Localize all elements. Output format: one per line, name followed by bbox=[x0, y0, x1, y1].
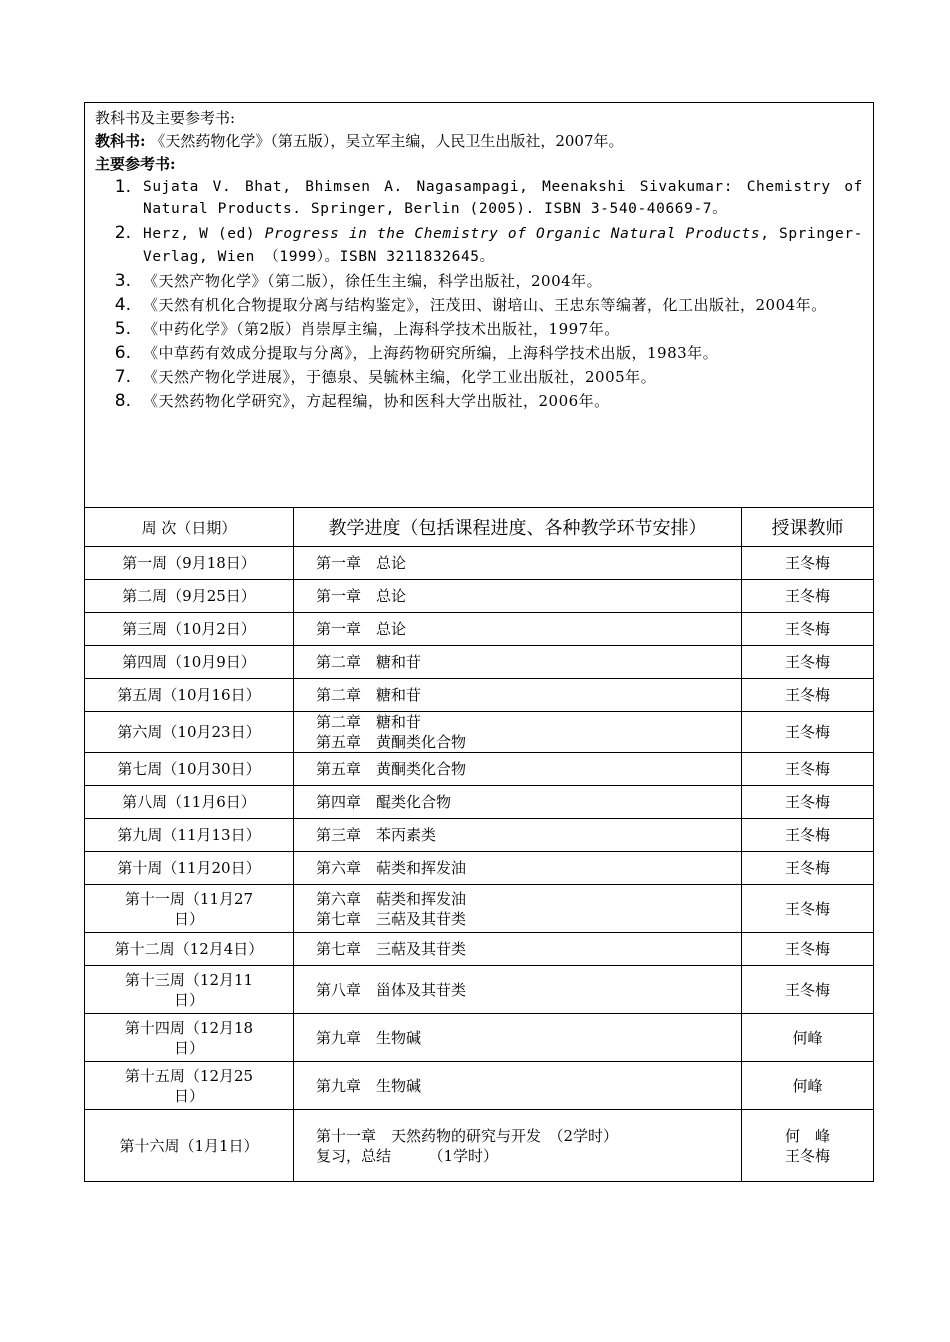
week-cell bbox=[85, 786, 294, 819]
reference-text: 《天然有机化合物提取分离与结构鉴定》，汪茂田、谢培山、王忠东等编著，化工出版社，2004年。 bbox=[143, 296, 827, 314]
teacher-column-header: 授课教师 bbox=[742, 508, 874, 547]
teacher-cell bbox=[742, 712, 874, 753]
content-text: 第二章 糖和苷 bbox=[316, 713, 422, 731]
reference-item bbox=[95, 318, 863, 340]
teacher-cell bbox=[742, 1014, 874, 1062]
week-text: 日） bbox=[173, 909, 204, 928]
reference-title: Progress in the Chemistry of Organic Natural Products bbox=[264, 226, 761, 242]
week-cell bbox=[85, 712, 294, 753]
content-cell bbox=[294, 712, 742, 753]
content-text: 第九章 生物碱 bbox=[316, 1028, 422, 1047]
teacher-cell bbox=[742, 885, 874, 933]
content-text: 第十一章 天然药物的研究与开发 （2学时） bbox=[316, 1126, 619, 1145]
content-cell bbox=[294, 819, 742, 852]
teacher-cell bbox=[742, 852, 874, 885]
teacher-name: 王冬梅 bbox=[784, 1146, 830, 1165]
content-text: 第七章 三萜及其苷类 bbox=[316, 909, 467, 928]
teacher-name: 何峰 bbox=[792, 1076, 823, 1095]
week-cell bbox=[85, 1014, 294, 1062]
week-cell bbox=[85, 885, 294, 933]
content-text: 第二章 糖和苷 bbox=[316, 686, 422, 704]
reference-text: 《中药化学》（第2版）肖崇厚主编，上海科学技术出版社，1997年。 bbox=[143, 320, 620, 338]
week-text: 第八周（11月6日） bbox=[122, 793, 256, 811]
teacher-cell bbox=[742, 547, 874, 580]
teacher-cell bbox=[742, 1062, 874, 1110]
week-text: 第十四周（12月18 bbox=[124, 1018, 254, 1037]
schedule-row bbox=[85, 613, 874, 646]
content-text: 第六章 萜类和挥发油 bbox=[316, 889, 467, 908]
week-cell bbox=[85, 679, 294, 712]
schedule-body bbox=[85, 547, 874, 1182]
teacher-name: 王冬梅 bbox=[784, 686, 830, 704]
week-cell bbox=[85, 1062, 294, 1110]
teacher-name: 王冬梅 bbox=[784, 620, 830, 638]
schedule-row bbox=[85, 933, 874, 966]
teacher-cell bbox=[742, 646, 874, 679]
teacher-name: 王冬梅 bbox=[784, 899, 830, 918]
teacher-name: 王冬梅 bbox=[784, 587, 830, 605]
teacher-cell bbox=[742, 753, 874, 786]
content-cell bbox=[294, 547, 742, 580]
week-cell bbox=[85, 966, 294, 1014]
content-text: 第一章 总论 bbox=[316, 554, 407, 572]
books-section bbox=[85, 103, 874, 508]
references-label: 主要参考书: bbox=[95, 155, 176, 173]
teacher-name: 何峰 bbox=[792, 1028, 823, 1047]
week-text: 第七周（10月30日） bbox=[117, 760, 261, 778]
reference-number: 4. bbox=[114, 295, 131, 315]
reference-number: 5. bbox=[114, 319, 131, 339]
week-text: 第三周（10月2日） bbox=[122, 620, 256, 638]
teacher-name: 何 峰 bbox=[784, 1126, 830, 1145]
week-cell bbox=[85, 933, 294, 966]
week-cell bbox=[85, 547, 294, 580]
teacher-cell bbox=[742, 933, 874, 966]
week-text: 第十周（11月20日） bbox=[117, 859, 261, 877]
week-text: 第十二周（12月4日） bbox=[114, 940, 264, 958]
teacher-cell bbox=[742, 580, 874, 613]
reference-publisher: , Springer-Verlag, Wien （1999）。ISBN 3211832645。 bbox=[143, 226, 863, 265]
teacher-name: 王冬梅 bbox=[784, 653, 830, 671]
week-text: 第十六周（1月1日） bbox=[119, 1136, 259, 1155]
content-text: 第八章 甾体及其苷类 bbox=[316, 980, 467, 999]
content-text: 第三章 苯丙素类 bbox=[316, 826, 437, 844]
content-cell bbox=[294, 646, 742, 679]
reference-number: 1. bbox=[114, 177, 131, 197]
textbook-text: 《天然药物化学》（第五版），吴立军主编，人民卫生出版社，2007年。 bbox=[150, 132, 624, 150]
books-row bbox=[85, 103, 874, 508]
content-cell bbox=[294, 786, 742, 819]
content-text: 第五章 黄酮类化合物 bbox=[316, 733, 467, 751]
content-text: 第六章 萜类和挥发油 bbox=[316, 859, 467, 877]
teacher-cell bbox=[742, 966, 874, 1014]
content-cell bbox=[294, 885, 742, 933]
week-text: 第十五周（12月25 bbox=[124, 1066, 254, 1085]
week-column-header: 周 次（日期） bbox=[85, 508, 294, 547]
reference-number: 7. bbox=[114, 367, 131, 387]
reference-text: 《天然产物化学进展》，于德泉、吴毓林主编，化学工业出版社，2005年。 bbox=[143, 368, 657, 386]
schedule-row bbox=[85, 712, 874, 753]
schedule-row bbox=[85, 679, 874, 712]
week-text: 第二周（9月25日） bbox=[122, 587, 256, 605]
schedule-row bbox=[85, 580, 874, 613]
week-cell bbox=[85, 580, 294, 613]
content-cell bbox=[294, 1014, 742, 1062]
week-cell bbox=[85, 819, 294, 852]
week-text: 第五周（10月16日） bbox=[117, 686, 261, 704]
week-text: 第四周（10月9日） bbox=[122, 653, 256, 671]
teacher-name: 王冬梅 bbox=[784, 826, 830, 844]
schedule-row bbox=[85, 852, 874, 885]
teacher-cell bbox=[742, 679, 874, 712]
content-cell bbox=[294, 1110, 742, 1182]
reference-item bbox=[95, 342, 863, 364]
teacher-name: 王冬梅 bbox=[784, 980, 830, 999]
content-text: 第一章 总论 bbox=[316, 620, 407, 638]
reference-item bbox=[95, 270, 863, 292]
teacher-name: 王冬梅 bbox=[784, 793, 830, 811]
content-column-header: 教学进度（包括课程进度、各种教学环节安排） bbox=[294, 508, 742, 547]
reference-list bbox=[95, 176, 863, 412]
week-text: 日） bbox=[173, 1086, 204, 1105]
teacher-name: 王冬梅 bbox=[784, 723, 830, 741]
reference-item bbox=[95, 390, 863, 412]
week-cell bbox=[85, 852, 294, 885]
schedule-header-row bbox=[85, 508, 874, 547]
content-text: 第四章 醌类化合物 bbox=[316, 793, 452, 811]
teacher-cell bbox=[742, 613, 874, 646]
course-schedule-table bbox=[84, 102, 874, 1182]
teacher-cell bbox=[742, 1110, 874, 1182]
week-text: 第一周（9月18日） bbox=[122, 554, 256, 572]
schedule-row bbox=[85, 885, 874, 933]
schedule-row bbox=[85, 1110, 874, 1182]
teacher-name: 王冬梅 bbox=[784, 554, 830, 572]
teacher-name: 王冬梅 bbox=[784, 940, 830, 958]
textbook-line bbox=[95, 130, 863, 153]
content-text: 第七章 三萜及其苷类 bbox=[316, 940, 467, 958]
schedule-row bbox=[85, 753, 874, 786]
reference-text bbox=[143, 222, 863, 268]
content-text: 第二章 糖和苷 bbox=[316, 653, 422, 671]
content-cell bbox=[294, 580, 742, 613]
reference-number: 2. bbox=[114, 223, 131, 243]
content-cell bbox=[294, 933, 742, 966]
reference-text: 《中草药有效成分提取与分离》，上海药物研究所编，上海科学技术出版，1983年。 bbox=[143, 344, 719, 362]
content-text: 第九章 生物碱 bbox=[316, 1076, 422, 1095]
week-text: 第十三周（12月11 bbox=[124, 970, 254, 989]
week-text: 第十一周（11月27 bbox=[124, 889, 254, 908]
books-heading: 教科书及主要参考书: bbox=[95, 109, 236, 127]
content-cell bbox=[294, 753, 742, 786]
teacher-cell bbox=[742, 819, 874, 852]
reference-text: 《天然产物化学》（第二版），徐任生主编，科学出版社，2004年。 bbox=[143, 272, 603, 290]
reference-author: Herz, W (ed) bbox=[143, 226, 265, 242]
week-text: 第九周（11月13日） bbox=[117, 826, 261, 844]
reference-item bbox=[95, 222, 863, 268]
schedule-row bbox=[85, 1062, 874, 1110]
content-cell bbox=[294, 679, 742, 712]
week-cell bbox=[85, 613, 294, 646]
schedule-row bbox=[85, 547, 874, 580]
reference-item bbox=[95, 294, 863, 316]
reference-number: 6. bbox=[114, 343, 131, 363]
week-text: 第六周（10月23日） bbox=[117, 723, 261, 741]
content-cell bbox=[294, 966, 742, 1014]
teacher-name: 王冬梅 bbox=[784, 859, 830, 877]
textbook-label: 教科书: bbox=[95, 132, 146, 150]
schedule-row bbox=[85, 966, 874, 1014]
week-text: 日） bbox=[173, 990, 204, 1009]
week-cell bbox=[85, 1110, 294, 1182]
content-cell bbox=[294, 1062, 742, 1110]
reference-number: 8. bbox=[114, 391, 131, 411]
schedule-row bbox=[85, 786, 874, 819]
content-cell bbox=[294, 852, 742, 885]
schedule-row bbox=[85, 819, 874, 852]
content-cell bbox=[294, 613, 742, 646]
content-text: 复习，总结 （1学时） bbox=[316, 1146, 499, 1165]
content-text: 第五章 黄酮类化合物 bbox=[316, 760, 467, 778]
reference-text: Sujata V. Bhat, Bhimsen A. Nagasampagi, Meenakshi Sivakumar: Chemistry of Natural Products. Springer, Berlin (2005). ISBN 3-540-40669-7。 bbox=[143, 179, 863, 217]
reference-number: 3. bbox=[114, 271, 131, 291]
teacher-name: 王冬梅 bbox=[784, 760, 830, 778]
reference-text: 《天然药物化学研究》，方起程编，协和医科大学出版社，2006年。 bbox=[143, 392, 610, 410]
reference-item bbox=[95, 366, 863, 388]
schedule-row bbox=[85, 1014, 874, 1062]
week-text: 日） bbox=[173, 1038, 204, 1057]
week-cell bbox=[85, 646, 294, 679]
schedule-row bbox=[85, 646, 874, 679]
content-text: 第一章 总论 bbox=[316, 587, 407, 605]
week-cell bbox=[85, 753, 294, 786]
teacher-cell bbox=[742, 786, 874, 819]
reference-item bbox=[95, 176, 863, 220]
